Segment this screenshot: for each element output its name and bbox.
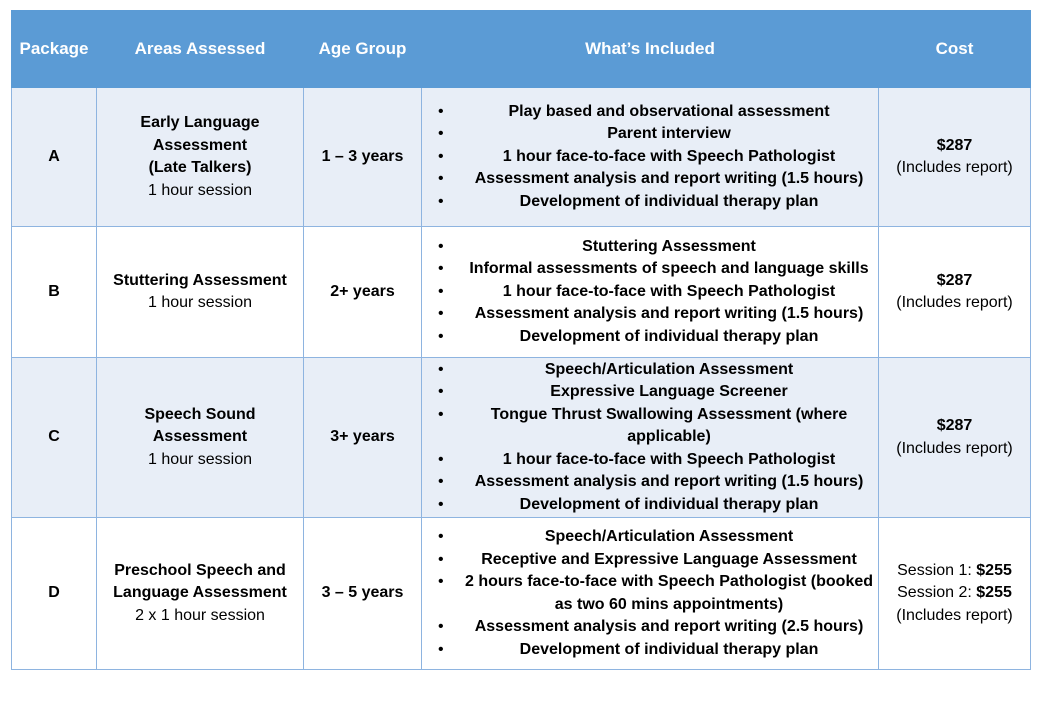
areas-assessed-cell <box>97 358 304 518</box>
included-cell <box>422 358 879 518</box>
header-age-group: Age Group <box>304 11 422 88</box>
list-item: • 2 hours face-to-face with Speech Pathologist (booked as two 60 mins appointments) <box>438 573 874 613</box>
session-2-price-line <box>883 582 1026 605</box>
package-row-b <box>12 227 1031 358</box>
session-1-price: $255 <box>976 561 1012 579</box>
bullet-icon: • <box>438 640 444 658</box>
included-list <box>426 101 874 214</box>
area-line: Stuttering Assessment <box>113 271 287 289</box>
list-item: • 1 hour face-to-face with Speech Pathologist <box>464 449 874 472</box>
age-group: 2+ years <box>304 227 422 358</box>
list-item: • Receptive and Expressive Language Assessment <box>464 549 874 572</box>
list-item: • 1 hour face-to-face with Speech Pathologist <box>464 146 874 169</box>
header-package: Package <box>12 11 97 88</box>
header-areas-assessed: Areas Assessed <box>97 11 304 88</box>
age-group: 3 – 5 years <box>304 518 422 670</box>
bullet-icon: • <box>438 305 444 323</box>
package-letter: B <box>12 227 97 358</box>
session-2-label: Session 2: <box>897 584 977 602</box>
cost-cell <box>879 227 1031 358</box>
session-length: 1 hour session <box>147 450 253 468</box>
package-row-d <box>12 518 1031 670</box>
bullet-icon: • <box>438 383 444 401</box>
bullet-icon: • <box>438 450 444 468</box>
package-table <box>11 10 1031 670</box>
header-cost: Cost <box>879 11 1031 88</box>
bullet-icon: • <box>438 550 444 568</box>
area-line: Language Assessment <box>113 584 287 602</box>
session-1-label: Session 1: <box>897 561 977 579</box>
bullet-icon: • <box>438 147 444 165</box>
session-length: 1 hour session <box>147 181 253 199</box>
header-row <box>12 11 1031 88</box>
package-letter: D <box>12 518 97 670</box>
bullet-icon: • <box>438 102 444 120</box>
session-2-price: $255 <box>976 584 1012 602</box>
list-item: • Tongue Thrust Swallowing Assessment (where applicable) <box>438 405 848 446</box>
list-item: • Informal assessments of speech and language skills <box>464 258 874 281</box>
package-letter: C <box>12 358 97 518</box>
list-item: • Assessment analysis and report writing (1.5 hours) <box>464 303 874 326</box>
bullet-icon: • <box>438 237 444 255</box>
cost-cell <box>879 518 1031 670</box>
package-row-a <box>12 88 1031 227</box>
bullet-icon: • <box>438 473 444 491</box>
list-item: • Play based and observational assessment <box>464 101 874 124</box>
bullet-icon: • <box>438 495 444 513</box>
session-length: 1 hour session <box>147 294 253 311</box>
included-list <box>426 526 874 661</box>
session-length: 2 x 1 hour session <box>135 606 265 624</box>
list-item: • Stuttering Assessment <box>464 236 874 259</box>
list-item: • Assessment analysis and report writing (1.5 hours) <box>464 471 874 494</box>
bullet-icon: • <box>438 192 444 210</box>
session-1-price-line <box>883 560 1026 583</box>
included-list <box>426 236 874 349</box>
list-item: • Development of individual therapy plan <box>464 326 874 349</box>
package-row-c <box>12 358 1031 518</box>
area-line: Speech Sound <box>144 405 256 423</box>
list-item: • Parent interview <box>464 123 874 146</box>
list-item: • 1 hour face-to-face with Speech Pathologist <box>464 281 874 304</box>
bullet-icon: • <box>438 260 444 278</box>
header-whats-included: What’s Included <box>422 11 879 88</box>
list-item: • Assessment analysis and report writing (1.5 hours) <box>464 168 874 191</box>
cost-cell <box>879 88 1031 227</box>
area-line: Early Language <box>140 114 260 131</box>
package-letter: A <box>12 88 97 227</box>
bullet-icon: • <box>438 573 444 590</box>
price-note: (Includes report) <box>896 159 1013 176</box>
list-item: • Expressive Language Screener <box>464 381 874 404</box>
area-line: Preschool Speech and <box>114 561 286 579</box>
included-cell <box>422 518 879 670</box>
included-cell <box>422 88 879 227</box>
bullet-icon: • <box>438 327 444 345</box>
area-line: Assessment <box>152 136 248 154</box>
list-item: • Speech/Articulation Assessment <box>464 359 874 382</box>
age-group: 3+ years <box>304 358 422 518</box>
included-cell <box>422 227 879 358</box>
bullet-icon: • <box>438 618 444 635</box>
age-group: 1 – 3 years <box>304 88 422 227</box>
included-list <box>426 359 874 517</box>
list-item: • Assessment analysis and report writing (2.5 hours) <box>464 616 874 639</box>
area-line: (Late Talkers) <box>148 159 252 176</box>
price: $287 <box>936 271 973 289</box>
list-item: • Development of individual therapy plan <box>464 639 874 662</box>
bullet-icon: • <box>438 125 444 143</box>
bullet-icon: • <box>438 528 444 545</box>
areas-assessed-cell <box>97 518 304 670</box>
bullet-icon: • <box>438 282 444 300</box>
bullet-icon: • <box>438 360 444 378</box>
price-note: (Includes report) <box>896 439 1013 457</box>
bullet-icon: • <box>438 405 444 423</box>
area-line: Assessment <box>152 428 248 446</box>
cost-cell <box>879 358 1031 518</box>
areas-assessed-cell <box>97 227 304 358</box>
price: $287 <box>936 136 973 154</box>
list-item: • Development of individual therapy plan <box>464 494 874 517</box>
bullet-icon: • <box>438 170 444 188</box>
price-note: (Includes report) <box>896 606 1013 624</box>
areas-assessed-cell <box>97 88 304 227</box>
price-note: (Includes report) <box>896 294 1013 311</box>
list-item: • Development of individual therapy plan <box>464 191 874 214</box>
price: $287 <box>936 417 973 434</box>
list-item: • Speech/Articulation Assessment <box>464 526 874 549</box>
